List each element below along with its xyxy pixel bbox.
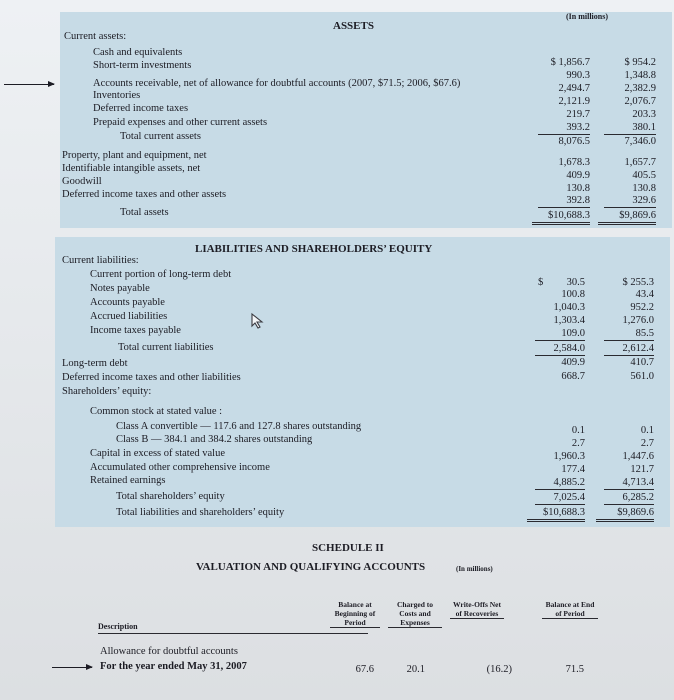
schedule-end-value: 71.5 [565,664,584,675]
asset-2007-prepaid: 393.2 [538,122,590,135]
equity-2007-class-b: 2.7 [571,438,585,449]
liab-2006-long-term: 410.7 [630,357,654,368]
equity-label: Shareholders’ equity: [62,386,152,397]
liab-2007-current-debt: 30.5 [566,277,585,288]
equity-label-retained: Retained earnings [90,475,166,486]
liab-label-income-taxes: Income taxes payable [90,325,181,336]
equity-label-aoci: Accumulated other comprehensive income [90,462,270,473]
row-arrow-accounts-receivable [4,84,54,85]
units-label: (In millions) [566,12,609,21]
liab-2007-payable: 1,040.3 [553,302,585,313]
schedule-col-charged: Charged to Costs and Expenses [388,600,442,628]
asset-2006-deferred-taxes: 203.3 [632,109,656,120]
schedule-row-label2: For the year ended May 31, 2007 [100,661,247,672]
asset-2006-total: $9,869.6 [598,210,656,225]
liab-label-notes: Notes payable [90,283,150,294]
schedule-col-description: Description [98,621,368,634]
current-assets-label: Current assets: [64,31,127,42]
asset-label-deferred-taxes: Deferred income taxes [93,103,189,114]
equity-label-class-b: Class B — 384.1 and 384.2 shares outstanding [116,434,313,445]
equity-label-capital: Capital in excess of stated value [90,448,225,459]
asset-label-prepaid: Prepaid expenses and other current assets [93,117,268,128]
equity-2007-retained: 4,885.2 [535,477,585,490]
equity-2006-total-equity: 6,285.2 [604,492,654,505]
asset-2006-prepaid: 380.1 [604,122,656,135]
liab-2006-current-debt: $ 255.3 [622,277,654,288]
schedule-writeoffs-value: (16.2) [486,664,512,675]
equity-2007-capital: 1,960.3 [553,451,585,462]
asset-2006-goodwill: 130.8 [632,183,656,194]
asset-label-inventories: Inventories [93,90,141,101]
schedule-col-end: Balance at End of Period [542,600,598,619]
schedule-col-writeoffs: Write-Offs Net of Recoveries [450,600,504,619]
asset-2007-total: $10,688.3 [532,210,590,225]
equity-2006-total-liab-equity: $9,869.6 [596,507,654,522]
asset-label-total: Total assets [120,207,169,218]
asset-2006-inventories: 2,076.7 [624,96,656,107]
schedule-beginning-value: 67.6 [355,664,374,675]
schedule-units: (In millions) [456,565,493,573]
asset-label-intangibles: Identifiable intangible assets, net [62,163,201,174]
asset-2007-cash: $ 1,856.7 [550,57,590,68]
asset-2006-total-current: 7,346.0 [624,136,656,147]
equity-label-class-a: Class A convertible — 117.6 and 127.8 shares outstanding [116,421,362,432]
asset-2007-ppe: 1,678.3 [558,157,590,168]
schedule-charged-value: 20.1 [406,664,425,675]
equity-2007-class-a: 0.1 [571,425,585,436]
asset-label-receivable: Accounts receivable, net of allowance for doubtful accounts (2007, $71.5; 2006, $67.6) [93,78,461,89]
asset-2006-short-term: 1,348.8 [624,70,656,81]
asset-2006-other: 329.6 [604,195,656,208]
liab-label-current-debt: Current portion of long-term debt [90,269,232,280]
equity-2006-aoci: 121.7 [630,464,654,475]
equity-2007-total-liab-equity: $10,688.3 [527,507,585,522]
liab-label-long-term: Long-term debt [62,358,128,369]
liab-2006-total-current: 2,612.4 [604,343,654,356]
liab-2006-deferred: 561.0 [630,371,654,382]
asset-2006-cash: $ 954.2 [624,57,656,68]
asset-label-short-term: Short-term investments [93,60,192,71]
asset-2007-other: 392.8 [538,195,590,208]
asset-label-other: Deferred income taxes and other assets [62,189,227,200]
liab-label-total-current: Total current liabilities [118,342,214,353]
row-arrow-schedule [52,667,92,668]
mouse-cursor-icon [250,312,268,330]
common-stock-label: Common stock at stated value : [90,406,223,417]
equity-label-total-liab-equity: Total liabilities and shareholders’ equity [116,507,285,518]
asset-2007-total-current: 8,076.5 [558,136,590,147]
liab-2007-accrued: 1,303.4 [553,315,585,326]
liab-label-accrued: Accrued liabilities [90,311,168,322]
schedule-subtitle: VALUATION AND QUALIFYING ACCOUNTS [196,561,426,573]
current-liabilities-label: Current liabilities: [62,255,139,266]
asset-2007-deferred-taxes: 219.7 [566,109,590,120]
asset-label-goodwill: Goodwill [62,176,102,187]
liab-2006-notes: 43.4 [635,289,654,300]
equity-2007-aoci: 177.4 [561,464,585,475]
liab-dollar-sign: $ [538,277,544,288]
equity-label-total-equity: Total shareholders’ equity [116,491,225,502]
asset-label-cash: Cash and equivalents [93,47,183,58]
liab-2007-income-taxes: 109.0 [535,328,585,341]
asset-2007-short-term: 990.3 [566,70,590,81]
liab-2007-notes: 100.8 [561,289,585,300]
liab-2006-accrued: 1,276.0 [622,315,654,326]
equity-2007-total-equity: 7,025.4 [535,492,585,505]
liab-2007-deferred: 668.7 [561,371,585,382]
asset-2007-goodwill: 130.8 [566,183,590,194]
asset-2007-inventories: 2,121.9 [558,96,590,107]
equity-2006-retained: 4,713.4 [604,477,654,490]
equity-2006-capital: 1,447.6 [622,451,654,462]
asset-label-ppe: Property, plant and equipment, net [62,150,207,161]
schedule-col-beginning: Balance at Beginning of Period [330,600,380,628]
equity-2006-class-b: 2.7 [640,438,654,449]
asset-2007-intangibles: 409.9 [566,170,590,181]
equity-2006-class-a: 0.1 [640,425,654,436]
asset-2006-receivable: 2,382.9 [624,83,656,94]
liab-label-deferred: Deferred income taxes and other liabilities [62,372,241,383]
assets-title: ASSETS [333,20,374,32]
asset-2006-intangibles: 405.5 [632,170,656,181]
schedule-row-label1: Allowance for doubtful accounts [100,646,238,657]
liab-2007-total-current: 2,584.0 [535,343,585,356]
asset-2007-receivable: 2,494.7 [558,83,590,94]
liab-2006-income-taxes: 85.5 [604,328,654,341]
liab-2006-payable: 952.2 [630,302,654,313]
asset-2006-ppe: 1,657.7 [624,157,656,168]
liabilities-title: LIABILITIES AND SHAREHOLDERS’ EQUITY [195,243,433,255]
liab-2007-long-term: 409.9 [561,357,585,368]
liab-label-payable: Accounts payable [90,297,165,308]
asset-label-total-current: Total current assets [120,131,201,142]
schedule-title: SCHEDULE II [312,542,384,554]
